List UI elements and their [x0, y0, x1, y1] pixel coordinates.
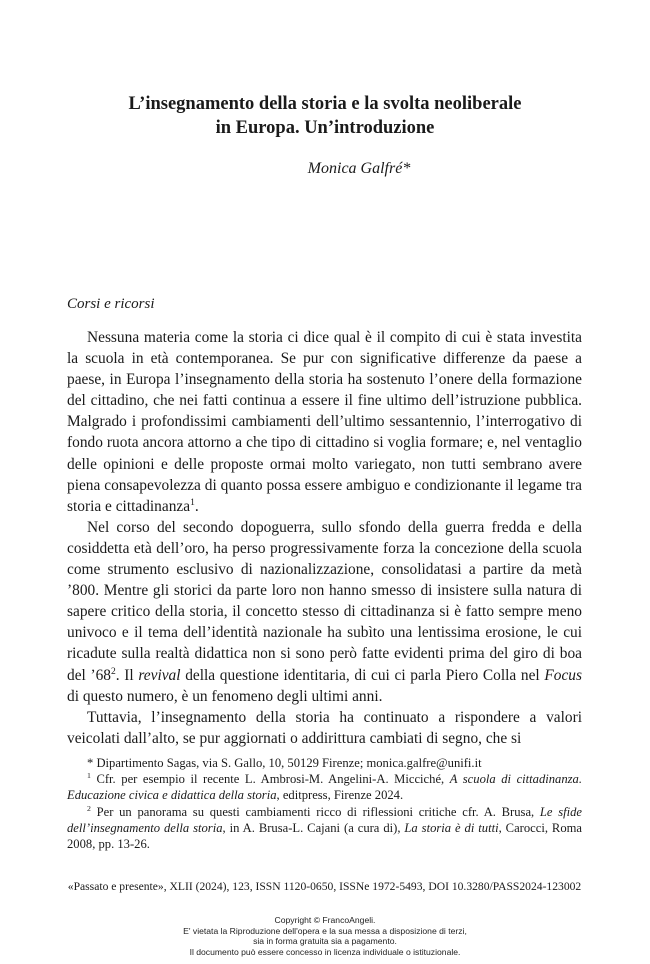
footnote-2-mark: 2 — [87, 803, 91, 813]
footnote-author-affiliation: * Dipartimento Sagas, via S. Gallo, 10, 50129 Firenze; monica.galfre@unifi.it — [87, 756, 482, 770]
paragraph-2-text-c: della questione identitaria, di cui ci parla Piero Colla nel — [180, 666, 545, 684]
footnote-ref-2[interactable]: 2 — [111, 665, 116, 677]
footnote-1-text-a: Cfr. per esempio il recente L. Ambrosi-M. Angelini-A. Micciché, — [90, 772, 450, 787]
paragraph-3: Tuttavia, l’insegnamento della storia ha continuato a rispondere a valori veicolati dall’alto, se pur aggiornati o addirittura cambiati di segno, che si — [67, 708, 582, 747]
footnote-1-mark: 1 — [87, 771, 91, 781]
copyright-line-2: E' vietata la Riproduzione dell'opera e la sua messa a disposizione di terzi, — [183, 925, 467, 936]
footnote-2-text-b: , in A. Brusa-L. Cajani (a cura di), — [222, 820, 405, 835]
footnote-2-text-a: Per un panorama su questi cambiamenti ricco di riflessioni critiche cfr. A. Brusa, — [90, 804, 540, 819]
footnote-2-text-c: , Carocci, Roma 2008, pp. 13-26. — [67, 820, 583, 852]
footnotes — [67, 755, 582, 852]
journal-citation: «Passato e presente», XLII (2024), 123, ISSN 1120-0650, ISSNe 1972-5493, DOI 10.3280/PASS2024-123002 — [67, 880, 582, 893]
footnote-ref-1[interactable]: 1 — [190, 496, 195, 508]
paragraph-2-text-d: di questo numero, è un fenomeno degli ultimi anni. — [67, 687, 383, 705]
revival-term: revival — [138, 666, 181, 684]
paragraph-2-text-b: . Il — [115, 666, 139, 684]
paragraph-2-text-a: Nel corso del secondo dopoguerra, sullo sfondo della guerra fredda e della cosiddetta età dell’oro, ha perso progressivamente forza la concezione della scuola come strumento esclusivo di nazionalizzazione, consolidatasi a partire da metà ’800. Mentre gli storici da parte loro non hanno smesso di insistere sulla natura di sapere critico della storia, il concetto stesso di cittadinanza si è fatto sempre meno univoco e il tema dell’identità nazionale ha subìto una lentissima erosione, le cui ricadute sulla realtà didattica non si sono però fatte evidenti prima del giro di boa del ’68 — [67, 518, 582, 684]
copyright-line-4: Il documento può essere concesso in licenza individuale o istituzionale. — [189, 946, 461, 957]
footnote-2-book-title: La storia è di tutti — [404, 820, 499, 835]
copyright-notice — [0, 915, 650, 957]
footnote-1 — [67, 771, 582, 803]
author-name: Monica Galfré* — [307, 160, 411, 177]
paragraph-2 — [67, 517, 582, 707]
footnote-1-book-title: A scuola di cittadinanza. Educazione civica e didattica della storia — [67, 772, 582, 803]
copyright-line-1: Copyright © FrancoAngeli. — [274, 915, 376, 925]
article-title-line-2: in Europa. Un’introduzione — [215, 118, 435, 138]
article-title — [60, 92, 590, 140]
section-heading: Corsi e ricorsi — [67, 296, 155, 312]
paragraph-1-end: . — [194, 497, 199, 515]
author-block — [0, 160, 650, 178]
body-text — [67, 327, 582, 749]
paragraph-1 — [67, 327, 582, 517]
footnote-2 — [67, 804, 582, 853]
article-title-line-1: L’insegnamento della storia e la svolta neoliberale — [128, 94, 522, 114]
footnote-2-article-title: Le sfide dell’insegnamento della storia — [67, 804, 583, 835]
focus-term: Focus — [544, 666, 582, 684]
paragraph-1-text: Nessuna materia come la storia ci dice qual è il compito di cui è stata investita la scuola in età contemporanea. Se pur con significative differenze da paese a paese, in Europa l’insegnamento della storia ha sostenuto l’onere della formazione del cittadino, che nei fatti continua a essere il fine ultimo dell’istruzione pubblica. Malgrado i profondissimi cambiamenti dell’ultimo sessantennio, l’interrogativo di fondo ruota ancora attorno a che tipo di cittadino si voglia formare; e, nel ventaglio delle opinioni e delle proposte ormai molto variegato, non tutti sembrano avere piena consapevolezza di quanto possa essere ambiguo e condizionante il legame tra storia e cittadinanza — [67, 329, 582, 515]
footnote-1-text-b: , editpress, Firenze 2024. — [276, 788, 404, 803]
copyright-line-3: sia in forma gratuita sia a pagamento. — [253, 936, 397, 947]
